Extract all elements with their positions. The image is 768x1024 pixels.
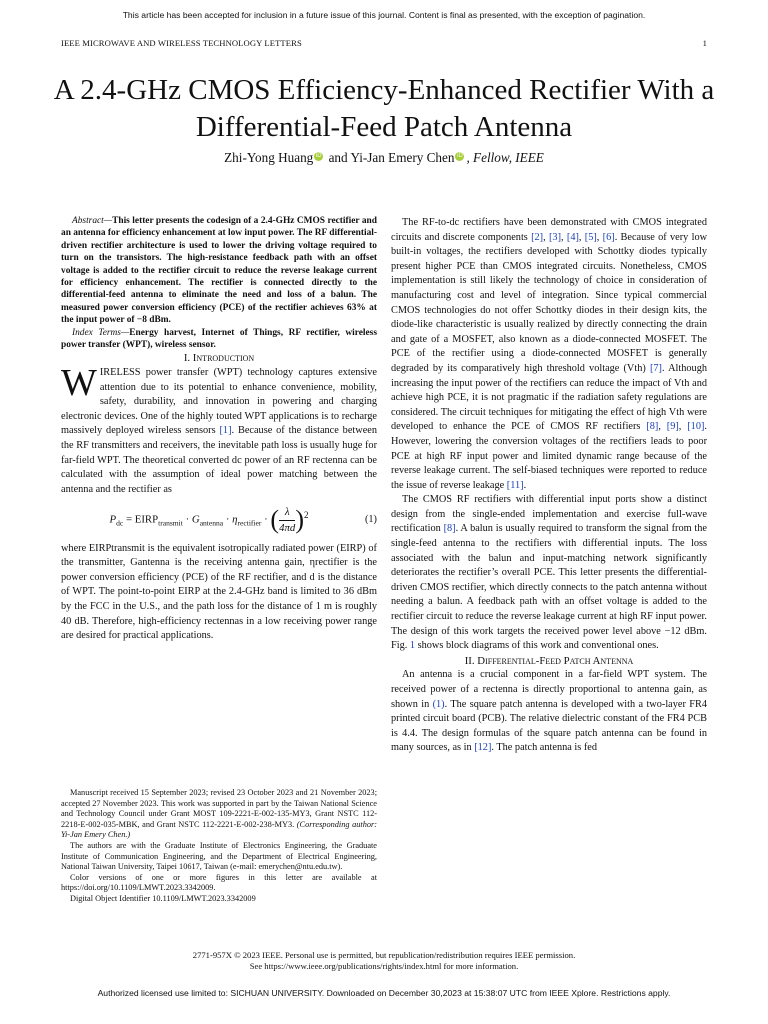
equation-number: (1) [364, 514, 377, 526]
running-head [61, 38, 707, 48]
orcid-icon[interactable]: iD [315, 152, 322, 159]
page-number: 1 [702, 38, 707, 48]
right-paragraph-3: An antenna is a crucial component in a far-field WPT system. The received power of a rectenna is directly proportional to antenna gain, as shown in (1). The square patch antenna is developed with a two-layer FR4 printed circuit board (PCB). The relative dielectric constant of the FR4 PCB is 4.4. The design formulas of the square patch antenna can be found in many sources, as in [12]. The patch antenna is fed [391, 669, 707, 754]
author-conjunction: and [328, 150, 348, 165]
abstract: Abstract—This letter presents the codesign of a 2.4-GHz CMOS rectifier and an antenna for efficiency enhancement at low input power. The RF differential-driven rectifier architecture is used to lower the driving voltage required to turn on the transistors. The high-resistance feedback path with an offset voltage is added to the rectifier circuit to reduce the reverse leakage current for efficiency enhancement. The rectifier is connected directly to the differential-feed antenna to eliminate the need and loss of a balun. The measured power conversion efficiency (PCE) of the rectifier achieves 63% at the input power of −8 dBm. [61, 216, 377, 326]
author-suffix: , Fellow, IEEE [466, 150, 544, 165]
intro-paragraph-2: where EIRPtransmit is the equivalent isotropically radiated power (EIRP) of the transmitter, Gantenna is the receiving antenna gain, ηrectifier is the power conversion efficiency (PCE) of the RF rectifier, and d is the distance of WPT. The point-to-point EIRP at the 2.4-GHz band is limited to 36 dBm by the FCC in the U.S., and the path loss for the distance of 1 m is roughly 40 dB. Therefore, high-efficiency rectennas in a low receiving power range are desired for practical applications. [61, 542, 377, 642]
right-paragraph-2: The CMOS RF rectifiers with differential input ports show a distinct design from the single-ended implementation and exercise full-wave rectification [8]. A balun is usually required to transform the signal from the single-feed antenna to the rectifiers with differential inputs. The loss associated with the balun and input-matching network significantly deteriorates the rectifier’s overall PCE. This letter presents the differential-driven CMOS rectifier, which directly connects to the patch antenna without needing a balun. A feedback path with an offset voltage is added to the rectifier circuit to reduce the reverse leakage current at high RF input power. The design of this work targets the received power level above −12 dBm. Fig. 1 shows block diagrams of this work and conventional ones. [391, 494, 707, 652]
license-notice: Authorized licensed use limited to: SICHUAN UNIVERSITY. Downloaded on December 30,2023 at 15:38:07 UTC from IEEE Xplore. Restrictions apply. [97, 988, 671, 998]
drop-cap: W [61, 362, 97, 405]
citation-link[interactable]: [6] [602, 231, 615, 243]
intro-paragraph-1: WIRELESS power transfer (WPT) technology captures extensive attention due to its potential to enhance convenience, mobility, safety, durability, and innovation in powering and charging electronic devices. One of the highly touted WPT applications is to recharge massively deployed wireless sensors [1]. Because of the distance between the RF transmitters and receivers, the inevitable path loss is usually huge for far-field WPT. The theoretical converted dc power of an RF rectenna can be calculated with the assumption of ideal power matching between the antenna and the rectifier as [61, 362, 377, 495]
author-2: Yi-Jan Emery Chen [350, 150, 455, 165]
citation-link[interactable]: [12] [474, 742, 492, 754]
journal-name: IEEE MICROWAVE AND WIRELESS TECHNOLOGY LETTERS [61, 38, 302, 48]
citation-link[interactable]: [9] [666, 421, 679, 433]
right-paragraph-1: The RF-to-dc rectifiers have been demonstrated with CMOS integrated circuits and discrete components [2], [3], [4], [5], [6]. Because of very low built-in voltages, the rectifiers developed with Schottky diodes typically present higher PCE than CMOS integrated circuits. Nonetheless, CMOS implementation is still likely the technology of choice in consideration of manufacturing cost and level of integration. Since typical commercial CMOS technologies do not offer Schottky diodes in their design kits, the diode-like characteristic is usually realized by directly connecting the drain and gate of a MOSFET, also known as a diode-connected MOSFET. The PCE of the rectifier using a diode-connected MOSFET is generally degraded by its comparatively high threshold voltage (Vth) [7]. Although increasing the input power of the rectifiers can reduce the impact of Vth and achieve high PCE, it is not pragmatic if the radiation safety regulations are considered. The circuit techniques for mitigating the effect of high Vth were developed to enhance the PCE of CMOS RF rectifiers [8], [9], [10]. However, lowering the conversion voltages of the rectifiers leads to poor PCE at high RF input power and limited dynamic range because of the reverse leakage current. The self-biased techniques were reported to reduce the issue of reverse leakage [11]. [391, 217, 708, 491]
citation-link[interactable]: [1] [219, 425, 232, 437]
citation-link[interactable]: [7] [649, 362, 662, 374]
citation-link[interactable]: [3] [549, 231, 562, 243]
orcid-icon[interactable]: iD [457, 152, 463, 159]
author-1: Zhi-Yong Huang [224, 150, 314, 165]
index-terms: Index Terms—Energy harvest, Internet of Things, RF rectifier, wireless power transfer (WPT), wireless sensor. [61, 327, 377, 351]
copyright-notice: 2771-957X © 2023 IEEE. Personal use is permitted, but republication/redistribution requires IEEE permission. See https://www.ieee.org/publications/rights/index.html for more information. [192, 950, 576, 971]
citation-link[interactable]: [10] [687, 421, 705, 433]
section-heading-antenna: II. Differential-Feed Patch Antenna [464, 654, 634, 667]
citation-link[interactable]: [11] [506, 479, 524, 491]
author-line [0, 150, 768, 166]
equation-link[interactable]: (1) [432, 698, 445, 710]
footnotes: Manuscript received 15 September 2023; revised 23 October 2023 and 21 November 2023; accepted 27 November 2023. This work was supported in part by the Taiwan National Science and Technology Council under Grant MOST 109-2221-E-002-135-MY3, Grant NSTC 112-2218-E-002-035-MBK, and Grant NSTC 112-2221-E-002-238-MY3. (Corresponding author: Yi-Jan Emery Chen.) The authors are with the Graduate Institute of Electronics Engineering, the Graduate Institute of Communication Engineering, and the Department of Electrical Engineering, National Taiwan University, Taipei 10617, Taiwan (e-mail: emerychen@ntu.edu.tw). Color versions of one or more figures in this letter are available at https://doi.org/10.1109/LMWT.2023.3342009. Digital Object Identifier 10.1109/LMWT.2023.3342009 [61, 788, 377, 903]
citation-link[interactable]: [2] [531, 231, 544, 243]
figure-link[interactable]: 1 [409, 640, 416, 652]
equation-body: $P_{dc}$ = $EIRP_{transmit} \cdot G_{antenna} \cdot \eta_{rectifier}$ · ( $\frac{\lambda}{4\pi d}$ )$^2$ [109, 505, 309, 535]
citation-link[interactable]: [8] [646, 421, 659, 433]
equation-1 [61, 505, 377, 535]
citation-link[interactable]: [8] [443, 523, 456, 535]
citation-link[interactable]: [4] [566, 231, 579, 243]
acceptance-banner: This article has been accepted for inclusion in a future issue of this journal. Content is final as presented, with the exception of pagination. [122, 10, 646, 20]
left-column [61, 215, 377, 644]
citation-link[interactable]: [5] [584, 231, 597, 243]
section-heading-introduction: I. Introduction [183, 352, 255, 365]
right-column [391, 216, 707, 756]
paper-title: A 2.4-GHz CMOS Efficiency-Enhanced Rectifier With a Differential-Feed Patch Antenna [53, 74, 715, 143]
